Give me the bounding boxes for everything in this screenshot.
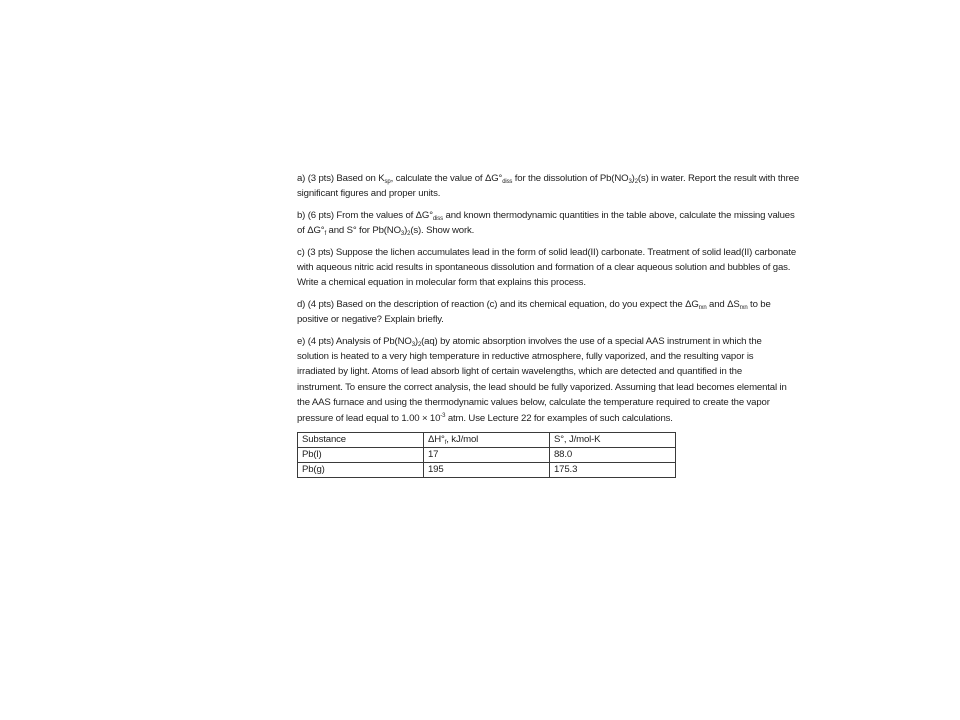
question-b — [297, 208, 803, 239]
question-b-text: ) — [404, 225, 408, 237]
question-e-text: atm. Use Lecture 22 for examples of such calculations. — [445, 412, 673, 424]
cell-entropy: 88.0 — [550, 448, 676, 463]
header-substance: Substance — [298, 433, 424, 448]
question-a-text: ) — [631, 173, 635, 184]
header-enthalpy-subscript: f — [444, 440, 447, 447]
question-d-text: d) (4 pts) Based on the description of reaction (c) and its chemical equation, do you expect the ΔG — [297, 298, 699, 310]
question-a-text: for the dissolution of Pb(NO — [512, 173, 629, 184]
header-enthalpy-unit: , kJ/mol — [446, 434, 479, 446]
table-header-row — [298, 433, 676, 448]
question-b-subscript: diss — [432, 215, 443, 222]
cell-substance: Pb(g) — [298, 463, 424, 478]
question-d-subscript: rxn — [698, 304, 707, 311]
question-e-superscript: -3 — [440, 412, 446, 419]
question-e-text: e) (4 pts) Analysis of Pb(NO — [297, 335, 412, 347]
cell-entropy: 175.3 — [550, 463, 676, 478]
question-d-text: to be positive or negative? Explain briefly. — [297, 298, 771, 326]
cell-enthalpy: 17 — [424, 448, 550, 463]
question-d-text: and ΔS — [706, 298, 740, 310]
question-a-subscript: sp — [384, 179, 391, 185]
header-enthalpy — [424, 433, 550, 448]
question-e-text: ) — [414, 335, 418, 347]
question-d — [297, 297, 803, 328]
question-d-subscript: rxn — [739, 304, 748, 311]
question-a-subscript: 3 — [628, 179, 632, 185]
question-b-text: b) (6 pts) From the values of ΔG° — [297, 209, 433, 221]
question-e-text: (aq) by atomic absorption involves the use of a special AAS instrument in which the solution is heated to a very high temperature in reductive atmosphere, fully vaporized, and the resulting vapor is irradiated by light. Atoms of lead absorb light of certain wavelengths, which are detected and quantified in the instrument. To ensure the correct analysis, the lead should be fully vaporized. Assuming that lead becomes elemental in the AAS furnace and using the thermodynamic values below, calculate the temperature required to create the vapor pressure of lead equal to 1.00 × 10 — [297, 335, 787, 424]
question-a-text: a) (3 pts) Based on K — [297, 173, 385, 184]
question-e — [297, 334, 787, 426]
question-e-subscript: 3 — [411, 341, 415, 348]
question-b-subscript: 3 — [400, 231, 405, 238]
cell-enthalpy: 195 — [424, 463, 550, 478]
question-c — [297, 245, 803, 291]
thermodynamic-table — [297, 432, 676, 478]
question-e-subscript: 2 — [417, 341, 422, 348]
question-b-text: (s). Show work. — [410, 225, 475, 237]
question-b-subscript: 2 — [407, 231, 411, 238]
question-a-text: , calculate the value of ΔG° — [390, 173, 503, 184]
question-a-subscript: diss — [502, 179, 513, 185]
question-c-text: c) (3 pts) Suppose the lichen accumulates lead in the form of solid lead(II) carbonate. Treatment of solid lead(II) carbonate with aqueous nitric acid results in spontaneous dissolution and formation of a clear aqueous solution and bubbles of gas. Write a chemical equation in molecular form that explains this process. — [297, 246, 797, 289]
question-b-text: and S° for Pb(NO — [326, 225, 401, 237]
question-a-subscript: 2 — [634, 179, 638, 185]
table-row — [298, 463, 676, 478]
header-entropy: S°, J/mol-K — [550, 433, 676, 448]
header-enthalpy-text: ΔH° — [428, 434, 445, 446]
question-a — [297, 171, 803, 202]
question-b-subscript: f — [324, 231, 327, 238]
question-set — [297, 171, 803, 478]
cell-substance: Pb(l) — [298, 448, 424, 463]
question-b-text: and known thermodynamic quantities in the table above, calculate the missing values of ΔG° — [297, 209, 795, 237]
table-row — [298, 448, 676, 463]
question-a-text: (s) in water. Report the result with three significant figures and proper units. — [297, 173, 800, 200]
